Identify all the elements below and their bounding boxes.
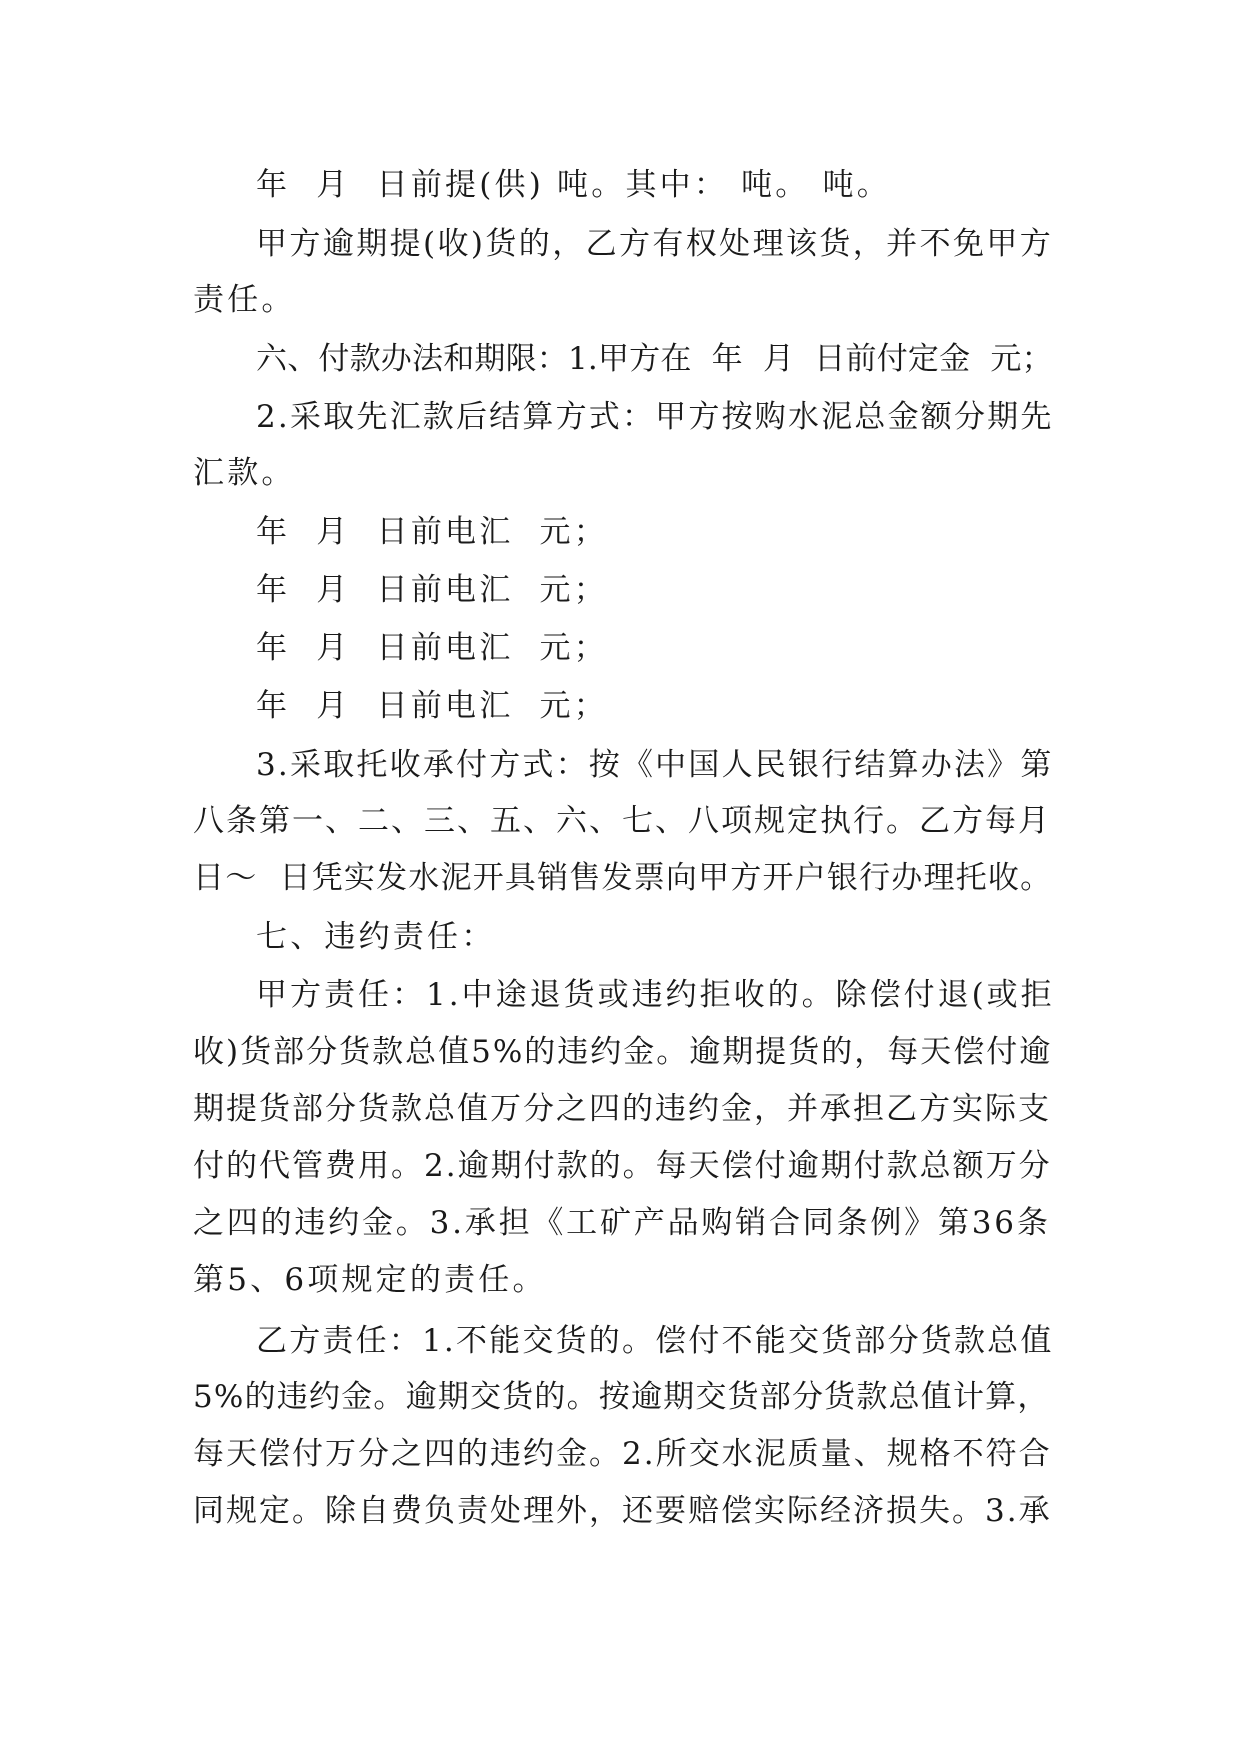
text-line: 同规定。除自费负责处理外，还要赔偿实际经济损失。3.承 bbox=[193, 1493, 1052, 1529]
text-line: 日～ 日凭实发水泥开具销售发票向甲方开户银行办理托收。 bbox=[193, 860, 1053, 896]
text-line: 七、违约责任： bbox=[256, 919, 496, 955]
text-line: 期提货部分货款总值万分之四的违约金，并承担乙方实际支 bbox=[193, 1091, 1051, 1127]
text-line: 之四的违约金。3.承担《工矿产品购销合同条例》第36条 bbox=[193, 1205, 1051, 1241]
text-line: 每天偿付万分之四的违约金。2.所交水泥质量、规格不符合 bbox=[193, 1436, 1052, 1472]
text-line: 责任。 bbox=[193, 282, 296, 318]
text-line: 年 月 日前提(供) 吨。其中： 吨。 吨。 bbox=[256, 167, 891, 203]
text-line: 2.采取先汇款后结算方式：甲方按购水泥总金额分期先 bbox=[256, 399, 1054, 435]
text-line: 年 月 日前电汇 元； bbox=[256, 630, 608, 666]
text-line: 付的代管费用。2.逾期付款的。每天偿付逾期付款总额万分 bbox=[193, 1148, 1052, 1184]
text-line: 年 月 日前电汇 元； bbox=[256, 688, 608, 724]
text-line: 收)货部分货款总值5%的违约金。逾期提货的，每天偿付逾 bbox=[193, 1034, 1053, 1070]
text-line: 年 月 日前电汇 元； bbox=[256, 514, 608, 550]
text-line: 汇款。 bbox=[193, 455, 296, 491]
text-line: 年 月 日前电汇 元； bbox=[256, 572, 608, 608]
text-line: 5%的违约金。逾期交货的。按逾期交货部分货款总值计算， bbox=[193, 1379, 1050, 1415]
text-line: 乙方责任：1.不能交货的。偿付不能交货部分货款总值 bbox=[256, 1323, 1054, 1359]
text-line: 甲方责任：1.中途退货或违约拒收的。除偿付退(或拒 bbox=[256, 977, 1055, 1013]
text-line: 六、付款办法和期限：1.甲方在 年 月 日前付定金 元； bbox=[256, 341, 1053, 377]
text-line: 3.采取托收承付方式：按《中国人民银行结算办法》第 bbox=[256, 747, 1054, 783]
text-line: 第5、6项规定的责任。 bbox=[193, 1262, 547, 1298]
text-line: 甲方逾期提(收)货的，乙方有权处理该货，并不免甲方 bbox=[256, 226, 1054, 262]
text-line: 八条第一、二、三、五、六、七、八项规定执行。乙方每月 bbox=[193, 803, 1051, 839]
